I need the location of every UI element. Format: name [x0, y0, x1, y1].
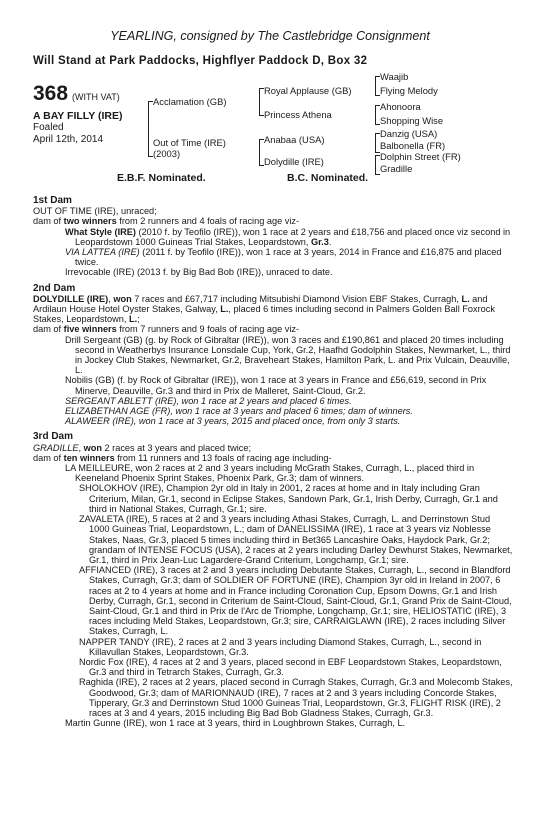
progeny-entry: ELIZABETHAN AGE (FR), won 1 race at 3 years and placed 6 times; dam of winners. — [65, 406, 413, 417]
progeny-entry: VIA LATTEA (IRE) (2011 f. by Teofilo (IRE)), won 1 race at 3 years, 2014 in France and £16,875 and placed twice. — [65, 247, 502, 268]
progeny-entry: SERGEANT ABLETT (IRE), won 1 race at 2 years and placed 6 times. — [65, 395, 352, 406]
progeny-entry: Martin Gunne (IRE), won 1 race at 3 years, third in Loughbrown Stakes, Curragh, L. — [65, 718, 406, 729]
third-dam-record: GRADILLE, won 2 races at 3 years and placed twice; — [33, 442, 252, 453]
pedigree-dam: Out of Time (IRE) — [153, 137, 226, 148]
progeny-entry: Drill Sergeant (GB) (g. by Rock of Gibraltar (IRE)), won 3 races and £190,861 and placed 20 times including second in Weatherbys Insurance Lonsdale Cup, York, Gr.2, Haafhd Godolphin Stakes, Newmarket, L., third in Jockey Club Stakes, Newmarket, Gr.2, Braveheart Stakes, Hamilton Park, L. and Prix Vulcain, Deauville, L. — [65, 334, 511, 376]
lot-name: A BAY FILLY (IRE) — [33, 110, 123, 122]
progeny-entry: SHOLOKHOV (IRE), Champion 2yr old in Italy in 2001, 2 races at home and in Italy including Gran Criterium, Milan, Gr.1, second in Eclipse Stakes, Sandown Park, Gr.1, Irish Derby, Curragh, Gr.1 and third in National Stakes, Curragh, Gr.1; sire. — [79, 483, 498, 514]
third-dam-summary: dam of ten winners from 11 runners and 13 foals of racing age including- — [33, 452, 332, 463]
first-dam-summary: dam of two winners from 2 runners and 4 foals of racing age viz- — [33, 216, 300, 227]
first-dam-name: OUT OF TIME (IRE), unraced; — [33, 206, 157, 217]
progeny-entry: Irrevocable (IRE) (2013 f. by Big Bad Bob (IRE)), unraced to date. — [65, 267, 333, 278]
second-dam-heading: 2nd Dam — [33, 282, 76, 294]
pedigree-dam-sire: Anabaa (USA) — [264, 134, 325, 145]
foaled-date: April 12th, 2014 — [33, 134, 104, 145]
lot-number: 368 — [33, 82, 69, 105]
pedigree-g3: Ahonoora — [380, 101, 421, 112]
pedigree-g1: Waajib — [380, 71, 409, 82]
pedigree-dam-year: (2003) — [153, 148, 181, 159]
location-heading: Will Stand at Park Paddocks, Highflyer Paddock D, Box 32 — [33, 55, 368, 67]
progeny-entry: NAPPER TANDY (IRE), 2 races at 2 and 3 years including Diamond Stakes, Curragh, L., second in Killavullan Stakes, Leopardstown, Gr.3. — [79, 636, 482, 657]
pedigree-sire-sire: Royal Applause (GB) — [264, 85, 352, 96]
lot-number-line — [33, 82, 120, 106]
progeny-entry: AFFIANCED (IRE), 3 races at 2 and 3 years including Debutante Stakes, Curragh, L., second in Blandford Stakes, Curragh, Gr.3; dam of SOLDIER OF FORTUNE (IRE), Champion 3yr old in Ireland in 2007, 6 races at 2 to 4 years at home and in France including Coronation Cup, Epsom Downs, Gr.1 and Irish Derby, Curragh, Gr.1, second in Criterium de Saint-Cloud, Saint-Cloud, Gr.1, Grand Prix de Saint-Cloud, Saint-Cloud, Gr.1 and third in Prix de l'Arc de Triomphe, Longchamp, Gr.1; sire, HELIOSTATIC (IRE), 3 races including Meld Stakes, Leopardstown, Gr.3; sire, CARRAIGLAWN (IRE), 2 races including Silver Stakes, Curragh, L. — [79, 565, 512, 637]
consignor-heading: YEARLING, consigned by The Castlebridge Consignment — [110, 29, 430, 43]
pedigree-g5: Danzig (USA) — [380, 128, 438, 139]
pedigree-g2: Flying Melody — [380, 85, 438, 96]
pedigree-g7: Dolphin Street (FR) — [380, 151, 461, 162]
progeny-entry: LA MEILLEURE, won 2 races at 2 and 3 years including McGrath Stakes, Curragh, L., placed third in Keeneland Phoenix Sprint Stakes, Phoenix Park, Gr.3; dam of winners. — [65, 463, 475, 484]
second-dam-summary: dam of five winners from 7 runners and 9 foals of racing age viz- — [33, 324, 300, 335]
catalogue-body — [33, 192, 513, 728]
progeny-entry: What Style (IRE) (2010 f. by Teofilo (IRE)), won 1 race at 2 years and £18,756 and placed once viz second in Leopardstown 1000 Guineas Trial Stakes, Leopardstown, Gr.3. — [65, 226, 511, 247]
pedigree-sire: Acclamation (GB) — [153, 96, 227, 107]
progeny-entry: Nordic Fox (IRE), 4 races at 2 and 3 years, placed second in EBF Leopardstown Stakes, Leopardstown, Gr.3 and third in Tetrarch Stakes, Curragh, Gr.3. — [79, 656, 502, 678]
progeny-entry: Nobilis (GB) (f. by Rock of Gibraltar (IRE)), won 1 race at 3 years in France and £56,619, second in Prix Minerve, Deauville, Gr.3 and third in Prix de Malleret, Saint-Cloud, Gr.2. — [65, 375, 487, 396]
pedigree-g8: Gradille — [380, 163, 413, 174]
progeny-entry: ALAWEER (IRE), won 1 race at 3 years, 2015 and placed once, from only 3 starts. — [65, 416, 401, 427]
first-dam-heading: 1st Dam — [33, 195, 72, 206]
pedigree-sire-dam: Princess Athena — [264, 109, 332, 120]
ebf-nomination: E.B.F. Nominated. — [117, 172, 206, 184]
pedigree-g6: Balbonella (FR) — [380, 140, 446, 151]
third-dam-heading: 3rd Dam — [33, 431, 74, 443]
vat-note: (WITH VAT) — [72, 92, 120, 102]
second-dam-record: DOLYDILLE (IRE), won 7 races and £67,717 including Mitsubishi Diamond Vision EBF Stakes, Curragh, L. and Ardilaun House Hotel Oyster Stakes, Galway, L., placed 6 times including second in Palmers Golden Ball Foxrock Stakes, Leopardstown, L.; — [33, 293, 495, 325]
pedigree-g4: Shopping Wise — [380, 115, 444, 126]
progeny-entry: Raghida (IRE), 2 races at 2 years, placed second in Curragh Stakes, Curragh, Gr.3 and Molecomb Stakes, Goodwood, Gr.3; dam of MARIONNAUD (IRE), 7 races at 2 and 3 years including Concorde Stakes, Tipperary, Gr.3 and Derrinstown Stud 1000 Guineas Trial, Leopardstown, Gr.3, FLIGHT RISK (IRE), 2 races at 3 and 4 years, 2015 including Big Bad Bob Gladness Stakes, Curragh, Gr.3. — [79, 677, 513, 718]
foaled-label: Foaled — [33, 122, 64, 133]
bc-nomination: B.C. Nominated. — [287, 172, 369, 184]
lot-info — [33, 110, 122, 146]
pedigree-dam-dam: Dolydille (IRE) — [264, 156, 324, 167]
progeny-entry: ZAVALETA (IRE), 5 races at 2 and 3 years including Athasi Stakes, Curragh, L. and Derrinstown Stud 1000 Guineas Trial, Leopardstown, L.; dam of DANELISSIMA (IRE), 1 race at 3 years viz Noblesse Stakes, Naas, Gr.3, placed 5 times including third in Bet365 Lancashire Oaks, Haydock Park, Gr.2; grandam of INTENSE FOCUS (USA), 2 races at 2 years including Darley Dewhurst Stakes, Newmarket, Gr.1, third in Prix Jean-Luc Lagardere-Grand Criterium, Longchamp, Gr.1; sire. — [79, 514, 513, 565]
